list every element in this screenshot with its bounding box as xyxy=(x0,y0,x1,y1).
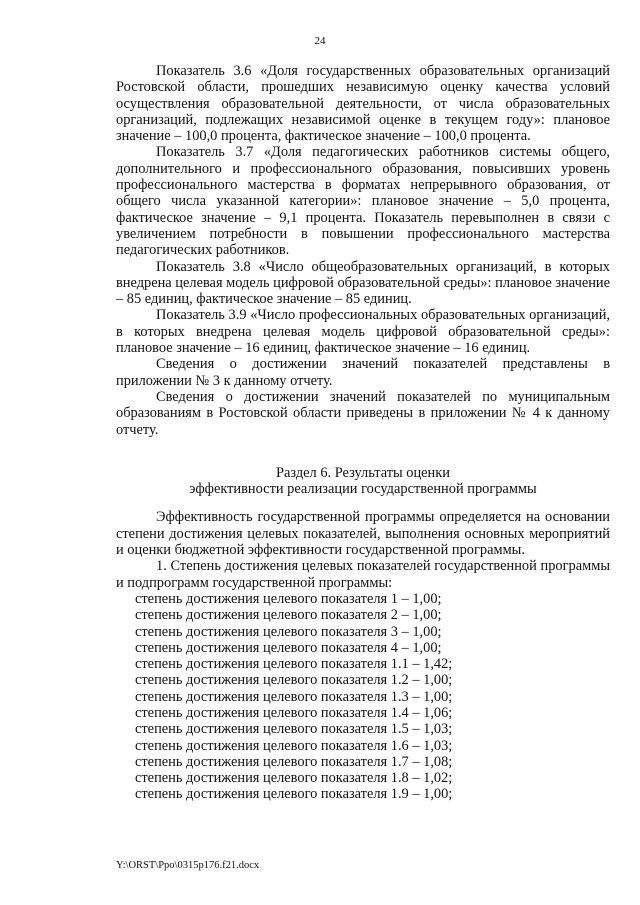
list-item: степень достижения целевого показателя 1.5 – 1,03; xyxy=(135,721,453,738)
paragraph-efficiency: Эффективность государственной программы определяется на основании степени достижения целевых показателей, выполнения основных мероприятий и оценки бюджетной эффективности государственной программы. xyxy=(116,509,610,559)
list-item: степень достижения целевого показателя 1.7 – 1,08; xyxy=(135,753,453,770)
section-title-line-2: эффективности реализации государственной программы xyxy=(189,481,537,498)
list-item: степень достижения целевого показателя 1.8 – 1,02; xyxy=(135,770,453,787)
section-spacer xyxy=(116,438,610,465)
list-item: степень достижения целевого показателя 1.6 – 1,03; xyxy=(135,737,453,754)
list-item: степень достижения целевого показателя 1.9 – 1,00; xyxy=(135,786,453,803)
list-item: степень достижения целевого показателя 1.3 – 1,00; xyxy=(135,688,453,705)
list-item: степень достижения целевого показателя 1.2 – 1,00; xyxy=(135,672,453,689)
paragraph-indicator-3-9: Показатель 3.9 «Число профессиональных образовательных организаций, в которых внедрена целевая модель цифровой образовательной среды»: плановое значение – 16 единиц, фактическое значение – 16 единиц. xyxy=(116,307,610,357)
list-item: степень достижения целевого показателя 1.4 – 1,06; xyxy=(135,704,453,721)
section-title-line-1: Раздел 6. Результаты оценки xyxy=(276,464,450,481)
list-item: степень достижения целевого показателя 3 – 1,00; xyxy=(135,623,442,640)
list-item: степень достижения целевого показателя 1 – 1,00; xyxy=(135,590,442,607)
indicator-list xyxy=(116,591,610,803)
list-item: степень достижения целевого показателя 2 – 1,00; xyxy=(135,607,442,624)
list-item: степень достижения целевого показателя 1.1 – 1,42; xyxy=(135,656,453,673)
heading-spacer xyxy=(116,497,610,509)
paragraph-indicator-3-6: Показатель 3.6 «Доля государственных образовательных организаций Ростовской области, прошедших независимую оценку качества условий осуществления образовательной деятельности, от числа образовательных организаций, подлежащих независимой оценке в текущем году»: плановое значение – 100,0 процента, фактическое значение – 100,0 процента. xyxy=(116,63,610,145)
list-item: степень достижения целевого показателя 4 – 1,00; xyxy=(135,639,442,656)
paragraph-degree-achievement: 1. Степень достижения целевых показателей государственной программы и подпрограмм государственной программы: xyxy=(116,558,610,591)
document-body xyxy=(116,63,610,803)
paragraph-appendix-4: Сведения о достижении значений показателей по муниципальным образованиям в Ростовской области приведены в приложении № 4 к данному отчету. xyxy=(116,388,610,438)
footer-file-path: Y:\ORST\Ppo\0315p176.f21.docx xyxy=(116,860,260,871)
paragraph-indicator-3-7: Показатель 3.7 «Доля педагогических работников системы общего, дополнительного и профессионального образования, повысивших уровень профессионального мастерства в форматах непрерывного образования, от общего числа указанной категории»: плановое значение – 5,0 процента, фактическое значение – 9,1 процента. Показатель перевыполнен в связи с увеличением потребности в повышении профессионального мастерства педагогических работников. xyxy=(116,144,610,259)
paragraph-appendix-3: Сведения о достижении значений показателей представлены в приложении № 3 к данному отчету. xyxy=(116,356,610,389)
paragraph-indicator-3-8: Показатель 3.8 «Число общеобразовательных организаций, в которых внедрена целевая модель цифровой образовательной среды»: плановое значение – 85 единиц, фактическое значение – 85 единиц. xyxy=(116,258,610,308)
page-number: 24 xyxy=(314,35,326,47)
